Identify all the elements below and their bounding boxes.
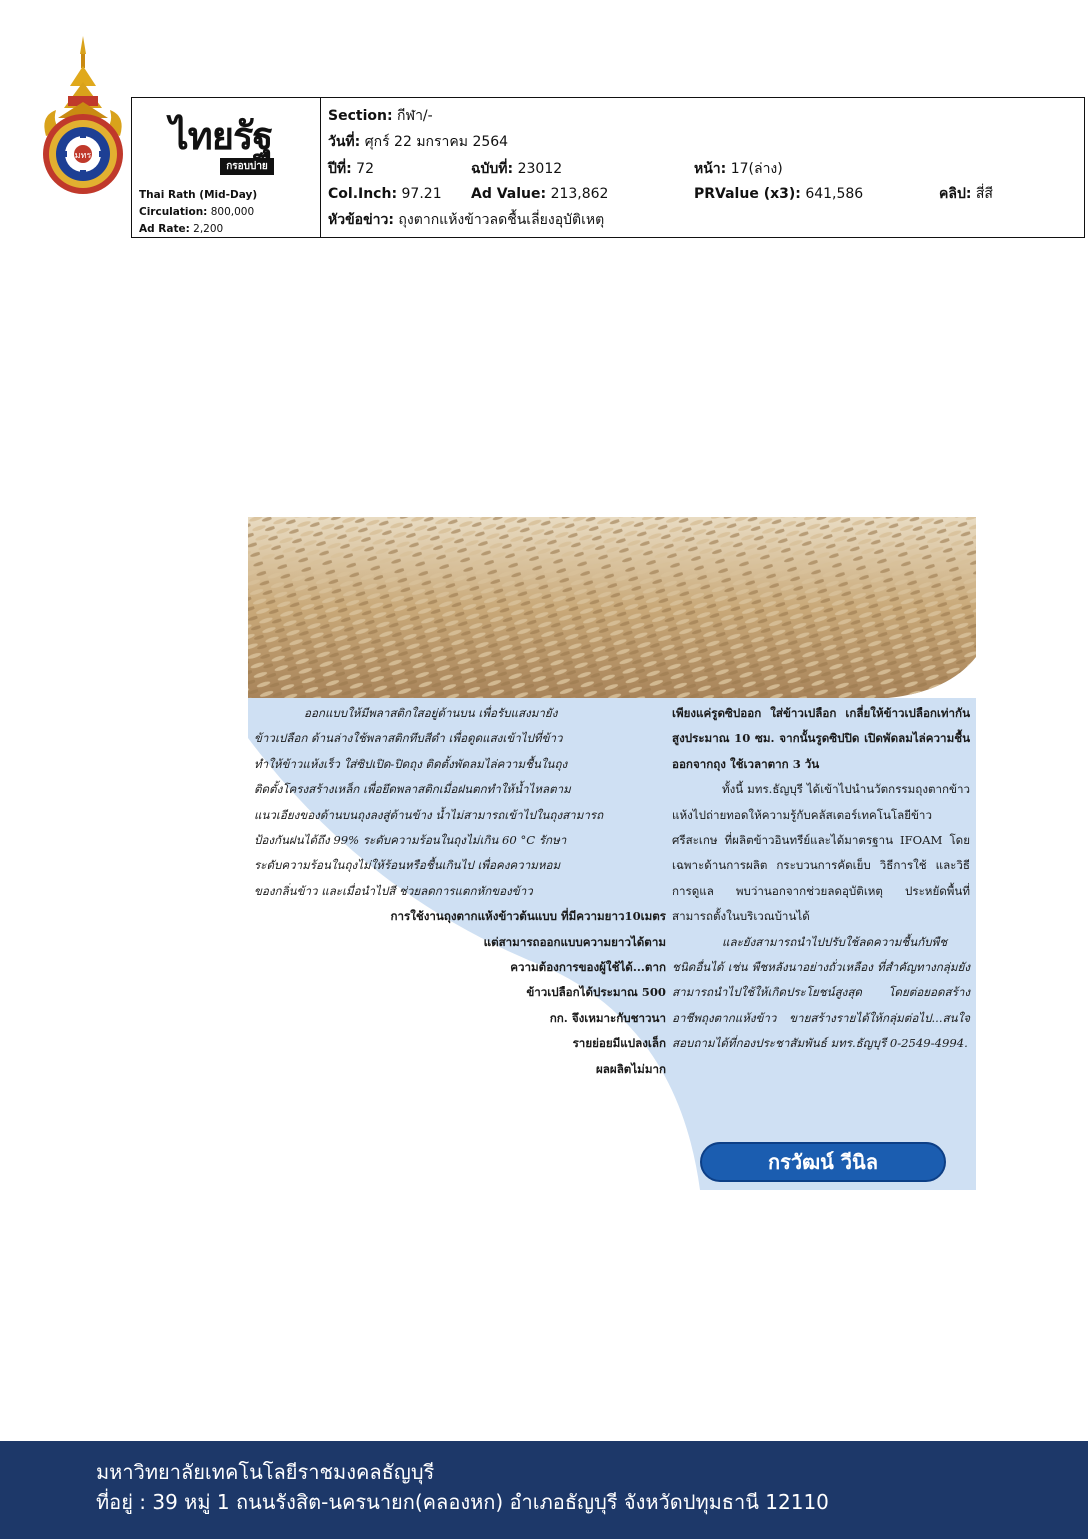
circulation-label: Circulation: bbox=[139, 206, 208, 218]
left-line: ทำให้ข้าวแห้งเร็ว ใส่ซิปเปิด-ปิดถุง ติดตั้งพัดลมไล่ความชื้นในถุง bbox=[254, 756, 568, 771]
headline-field: หัวข้อข่าว: ถุงตากแห้งข้าวลดชื้นเลี่ยงอุบัติเหตุ bbox=[328, 212, 605, 228]
university-seal-icon bbox=[38, 36, 128, 196]
article-column-right bbox=[672, 701, 970, 1057]
masthead-edition: กรอบบ่าย bbox=[220, 158, 274, 175]
left-line: ป้องกันฝนได้ถึง 99% ระดับความร้อนในถุงไม่เกิน 60 °C รักษา bbox=[254, 833, 567, 848]
left-line: ของกลิ่นข้าว และเมื่อนำไปสี ช่วยลดการแตกหักของข้าว bbox=[254, 883, 533, 898]
left-line: แนวเอียงของด้านบนถุงลงสู่ด้านข้าง น้ำไม่สามารถเข้าไปในถุงสามารถ bbox=[254, 807, 604, 822]
right-paragraph-2: ทั้งนี้ มทร.ธัญบุรี ได้เข้าไปนำนวัตกรรมถุงตากข้าวแห้งไปถ่ายทอดให้ความรู้กับคลัสเตอร์เทคโนโลยีข้าวศรีสะเกษ ที่ผลิตข้าวอินทรีย์และได้มาตรฐาน IFOAM โดยเฉพาะด้านการผลิต กระบวนการคัดเย็บ วิธีการใช้ และวิธีการดูแล พบว่านอกจากช่วยลดอุบัติเหตุ ประหยัดพื้นที่ สามารถตั้งในบริเวณบ้านได้ bbox=[672, 782, 970, 924]
metadata-panel bbox=[328, 104, 1084, 237]
section-field: Section: กีฬา/- bbox=[328, 108, 433, 124]
left-intro-block bbox=[254, 701, 666, 904]
publication-name: Thai Rath (Mid-Day) bbox=[139, 189, 258, 201]
left-line: ติดตั้งโครงสร้างเหล็ก เพื่อยึดพลาสติกเมื่อฝนตกทำให้น้ำไหลตาม bbox=[254, 782, 571, 797]
issue-field: ฉบับที่: 23012 bbox=[471, 161, 563, 177]
left-wrapped-block bbox=[254, 904, 666, 1082]
left-line: แต่สามารถออกแบบความยาวได้ตาม bbox=[483, 934, 666, 949]
prvalue-field: PRValue (x3): 641,586 bbox=[694, 186, 864, 202]
right-paragraph-1: เพียงแค่รูดซิปออก ใส่ข้าวเปลือก เกลี่ยให้ข้าวเปลือกเท่ากันสูงประมาณ 10 ซม. จากนั้นรูดซิปปิด เปิดพัดลมไล่ความชื้นออกจากถุง ใช้เวลาตาก 3 วัน bbox=[672, 706, 970, 771]
clipping-header bbox=[131, 97, 1085, 238]
page-field: หน้า: 17(ล่าง) bbox=[694, 161, 783, 177]
article-column-left bbox=[254, 701, 666, 1082]
footer-university-name: มหาวิทยาลัยเทคโนโลยีราชมงคลธัญบุรี bbox=[96, 1460, 435, 1484]
left-line: ข้าวเปลือกได้ประมาณ 500 bbox=[526, 985, 666, 1000]
left-line: ระดับความร้อนในถุงไม่ให้ร้อนหรือชื้นเกินไป เพื่อคงความหอม bbox=[254, 858, 561, 873]
circulation-value: 800,000 bbox=[210, 206, 255, 218]
left-line: รายย่อยมีแปลงเล็ก bbox=[572, 1036, 666, 1051]
footer-address: ที่อยู่ : 39 หมู่ 1 ถนนรังสิต-นครนายก(คลองหก) อำเภอธัญบุรี จังหวัดปทุมธานี 12110 bbox=[96, 1490, 829, 1514]
publication-info bbox=[139, 187, 257, 238]
clip-field: คลิป: สี่สี bbox=[939, 186, 993, 202]
date-field: วันที่: ศุกร์ 22 มกราคม 2564 bbox=[328, 134, 509, 150]
author-byline: กรวัฒน์ วีนิล bbox=[700, 1142, 946, 1182]
right-paragraph-3: และยังสามารถนำไปปรับใช้ลดความชื้นกับพืชชนิดอื่นได้ เช่น พืชหลังนาอย่างถั่วเหลือง ที่สำคัญทางกลุ่มยังสามารถนำไปใช้ให้เกิดประโยชน์สูงสุด โดยต่อยอดสร้างอาชีพถุงตากแห้งข้าว ขายสร้างรายได้ให้กลุ่มต่อไป...สนใจสอบถามได้ที่กองประชาสัมพันธ์ มทร.ธัญบุรี 0-2549-4994. bbox=[672, 934, 970, 1051]
left-line: กก. จึงเหมาะกับชาวนา bbox=[549, 1010, 666, 1025]
left-line: ผลผลิตไม่มาก bbox=[596, 1061, 666, 1076]
newspaper-masthead bbox=[166, 114, 276, 184]
left-line: ความต้องการของผู้ใช้ได้...ตาก bbox=[510, 960, 666, 975]
rice-grain-photo bbox=[248, 517, 976, 698]
colinch-field: Col.Inch: 97.21 bbox=[328, 186, 442, 202]
masthead-title: ไทยรัฐ bbox=[169, 114, 273, 158]
advalue-field: Ad Value: 213,862 bbox=[471, 186, 609, 202]
ad-rate-label: Ad Rate: bbox=[139, 223, 190, 235]
footer-bar bbox=[0, 1441, 1088, 1539]
svg-text:มทร: มทร bbox=[74, 151, 92, 161]
publication-panel bbox=[132, 98, 321, 237]
year-field: ปีที่: 72 bbox=[328, 161, 374, 177]
left-line: ข้าวเปลือก ด้านล่างใช้พลาสติกทึบสีดำ เพื่อดูดแสงเข้าไปที่ข้าว bbox=[254, 731, 563, 746]
left-line: ออกแบบให้มีพลาสติกใสอยู่ด้านบน เพื่อรับแสงมายัง bbox=[304, 706, 558, 720]
ad-rate-value: 2,200 bbox=[193, 223, 224, 235]
left-line: การใช้งานถุงตากแห้งข้าวต้นแบบ ที่มีความยาว10เมตร bbox=[390, 909, 666, 924]
article-clipping bbox=[248, 517, 976, 1190]
